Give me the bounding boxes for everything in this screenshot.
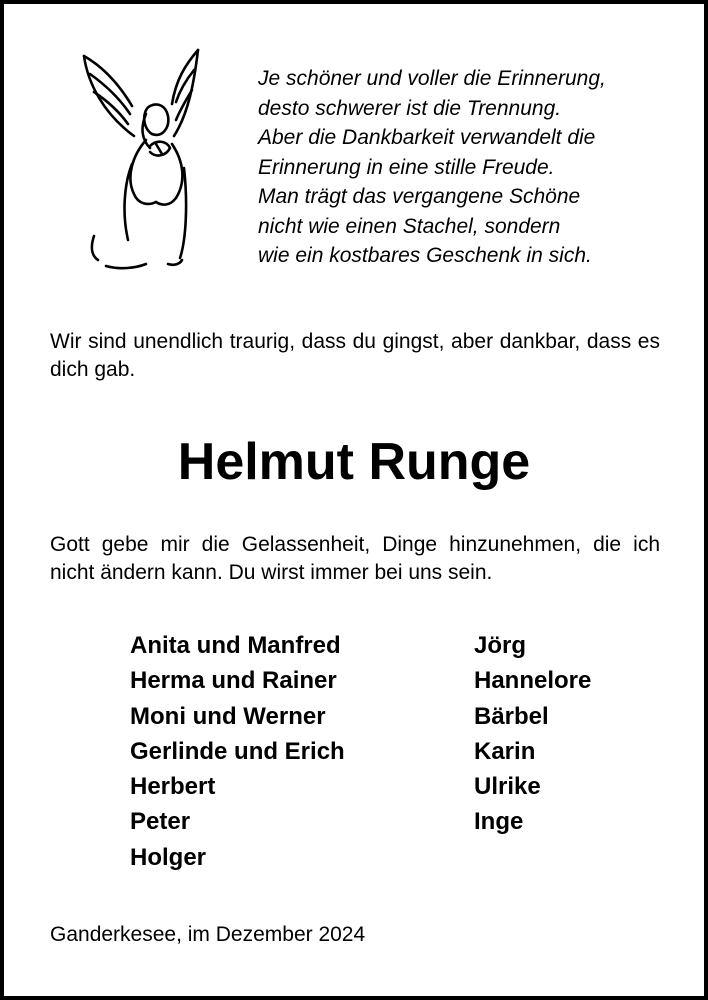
mourner-name: Gerlinde und Erich <box>130 737 345 765</box>
quote-line: Aber die Dankbarkeit verwandelt die <box>258 126 596 149</box>
mourner-name: Bärbel <box>474 702 549 730</box>
mourner-name: Karin <box>474 737 536 765</box>
mourner-name: Peter <box>130 808 191 836</box>
quote-line: Erinnerung in eine stille Freude. <box>258 155 555 179</box>
mourner-name: Herbert <box>130 773 216 801</box>
mourner-name: Herma und Rainer <box>130 667 337 695</box>
mourner-name: Anita und Manfred <box>130 632 341 659</box>
praying-angel-icon <box>76 44 206 274</box>
mourner-name: Holger <box>130 843 207 871</box>
mourner-name: Moni und Werner <box>130 702 326 730</box>
intro-text: Wir sind unendlich traurig, dass du gingst, aber dankbar, dass es dich gab. <box>50 330 660 381</box>
prayer-text: Gott gebe mir die Gelassenheit, Dinge hinzunehmen, die ich nicht ändern kann. Du wirst immer bei uns sein. <box>50 533 660 584</box>
deceased-name: Helmut Runge <box>177 433 531 491</box>
quote-line: Je schöner und voller die Erinnerung, <box>258 67 606 90</box>
mourner-name: Inge <box>474 808 524 836</box>
place-and-date: Ganderkesee, im Dezember 2024 <box>50 923 366 946</box>
quote-line: desto schwerer ist die Trennung. <box>258 96 562 120</box>
mourners-right-column <box>474 628 591 840</box>
memorial-quote <box>258 64 678 271</box>
quote-line: wie ein kostbares Geschenk in sich. <box>258 244 592 267</box>
quote-line: nicht wie einen Stachel, sondern <box>258 214 561 238</box>
mourners-left-column <box>130 628 345 875</box>
mourner-name: Ulrike <box>474 773 541 801</box>
mourner-name: Hannelore <box>474 667 592 695</box>
mourner-name: Jörg <box>474 632 527 659</box>
quote-line: Man trägt das vergangene Schöne <box>258 185 581 208</box>
